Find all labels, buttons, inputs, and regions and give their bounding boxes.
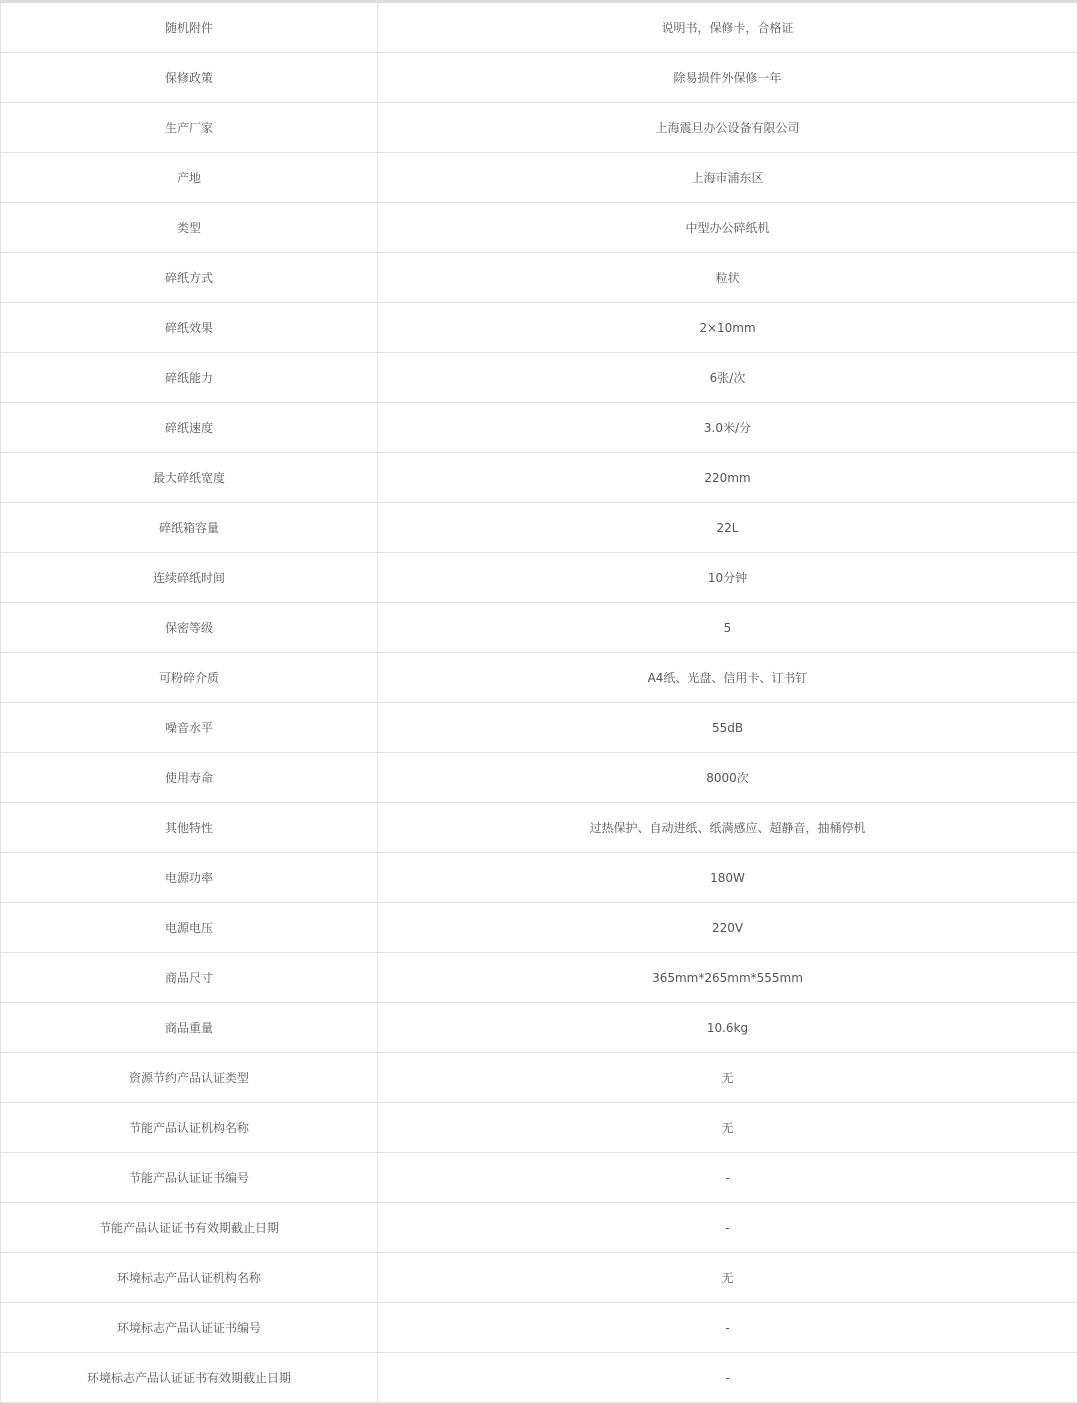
table-row [1, 1253, 1077, 1303]
table-row [1, 403, 1077, 453]
table-row [1, 953, 1077, 1003]
spec-label: 其他特性 [1, 803, 378, 853]
spec-value: 粒状 [378, 253, 1077, 303]
spec-value: 5 [378, 603, 1077, 653]
table-row [1, 1303, 1077, 1353]
spec-value: 无 [378, 1253, 1077, 1303]
spec-label: 电源功率 [1, 853, 378, 903]
spec-label: 环境标志产品认证证书有效期截止日期 [1, 1353, 378, 1403]
spec-label: 碎纸能力 [1, 353, 378, 403]
spec-value: 上海震旦办公设备有限公司 [378, 103, 1077, 153]
table-row [1, 303, 1077, 353]
spec-label: 保密等级 [1, 603, 378, 653]
table-row [1, 703, 1077, 753]
spec-label: 碎纸效果 [1, 303, 378, 353]
spec-value: - [378, 1153, 1077, 1203]
spec-value: 6张/次 [378, 353, 1077, 403]
spec-value: 220mm [378, 453, 1077, 503]
spec-label: 连续碎纸时间 [1, 553, 378, 603]
table-row [1, 1003, 1077, 1053]
spec-value: 3.0米/分 [378, 403, 1077, 453]
spec-value: - [378, 1203, 1077, 1253]
spec-value: 22L [378, 503, 1077, 553]
table-row [1, 753, 1077, 803]
spec-label: 生产厂家 [1, 103, 378, 153]
spec-table-body [1, 3, 1077, 1403]
spec-label: 环境标志产品认证机构名称 [1, 1253, 378, 1303]
spec-value: 2×10mm [378, 303, 1077, 353]
spec-label: 产地 [1, 153, 378, 203]
spec-value: 上海市浦东区 [378, 153, 1077, 203]
spec-label: 使用寿命 [1, 753, 378, 803]
spec-label: 可粉碎介质 [1, 653, 378, 703]
spec-label: 资源节约产品认证类型 [1, 1053, 378, 1103]
spec-value: 365mm*265mm*555mm [378, 953, 1077, 1003]
spec-value: 55dB [378, 703, 1077, 753]
spec-label: 商品尺寸 [1, 953, 378, 1003]
spec-value: A4纸、光盘、信用卡、订书钉 [378, 653, 1077, 703]
table-row [1, 103, 1077, 153]
table-row [1, 603, 1077, 653]
spec-label: 节能产品认证机构名称 [1, 1103, 378, 1153]
spec-value: 10.6kg [378, 1003, 1077, 1053]
spec-value: 220V [378, 903, 1077, 953]
table-row [1, 453, 1077, 503]
spec-value: 8000次 [378, 753, 1077, 803]
table-row [1, 803, 1077, 853]
table-row [1, 503, 1077, 553]
spec-value: 过热保护、自动进纸、纸满感应、超静音，抽桶停机 [378, 803, 1077, 853]
table-row [1, 1203, 1077, 1253]
spec-value: 说明书，保修卡，合格证 [378, 3, 1077, 53]
table-row [1, 1103, 1077, 1153]
table-row [1, 53, 1077, 103]
spec-label: 碎纸箱容量 [1, 503, 378, 553]
spec-label: 最大碎纸宽度 [1, 453, 378, 503]
table-row [1, 353, 1077, 403]
spec-label: 商品重量 [1, 1003, 378, 1053]
table-row [1, 1353, 1077, 1403]
spec-label: 随机附件 [1, 3, 378, 53]
table-row [1, 3, 1077, 53]
spec-label: 碎纸方式 [1, 253, 378, 303]
spec-label: 节能产品认证证书编号 [1, 1153, 378, 1203]
spec-value: - [378, 1353, 1077, 1403]
spec-value: - [378, 1303, 1077, 1353]
spec-value: 中型办公碎纸机 [378, 203, 1077, 253]
spec-label: 保修政策 [1, 53, 378, 103]
spec-label: 环境标志产品认证证书编号 [1, 1303, 378, 1353]
spec-label: 噪音水平 [1, 703, 378, 753]
table-row [1, 1053, 1077, 1103]
table-row [1, 903, 1077, 953]
spec-label: 类型 [1, 203, 378, 253]
spec-label: 碎纸速度 [1, 403, 378, 453]
spec-value: 10分钟 [378, 553, 1077, 603]
spec-value: 180W [378, 853, 1077, 903]
table-row [1, 553, 1077, 603]
table-row [1, 203, 1077, 253]
spec-table [0, 3, 1077, 1403]
table-row [1, 853, 1077, 903]
spec-label: 节能产品认证证书有效期截止日期 [1, 1203, 378, 1253]
spec-label: 电源电压 [1, 903, 378, 953]
spec-value: 无 [378, 1053, 1077, 1103]
table-row [1, 653, 1077, 703]
table-row [1, 153, 1077, 203]
spec-value: 无 [378, 1103, 1077, 1153]
spec-value: 除易损件外保修一年 [378, 53, 1077, 103]
table-row [1, 1153, 1077, 1203]
table-row [1, 253, 1077, 303]
